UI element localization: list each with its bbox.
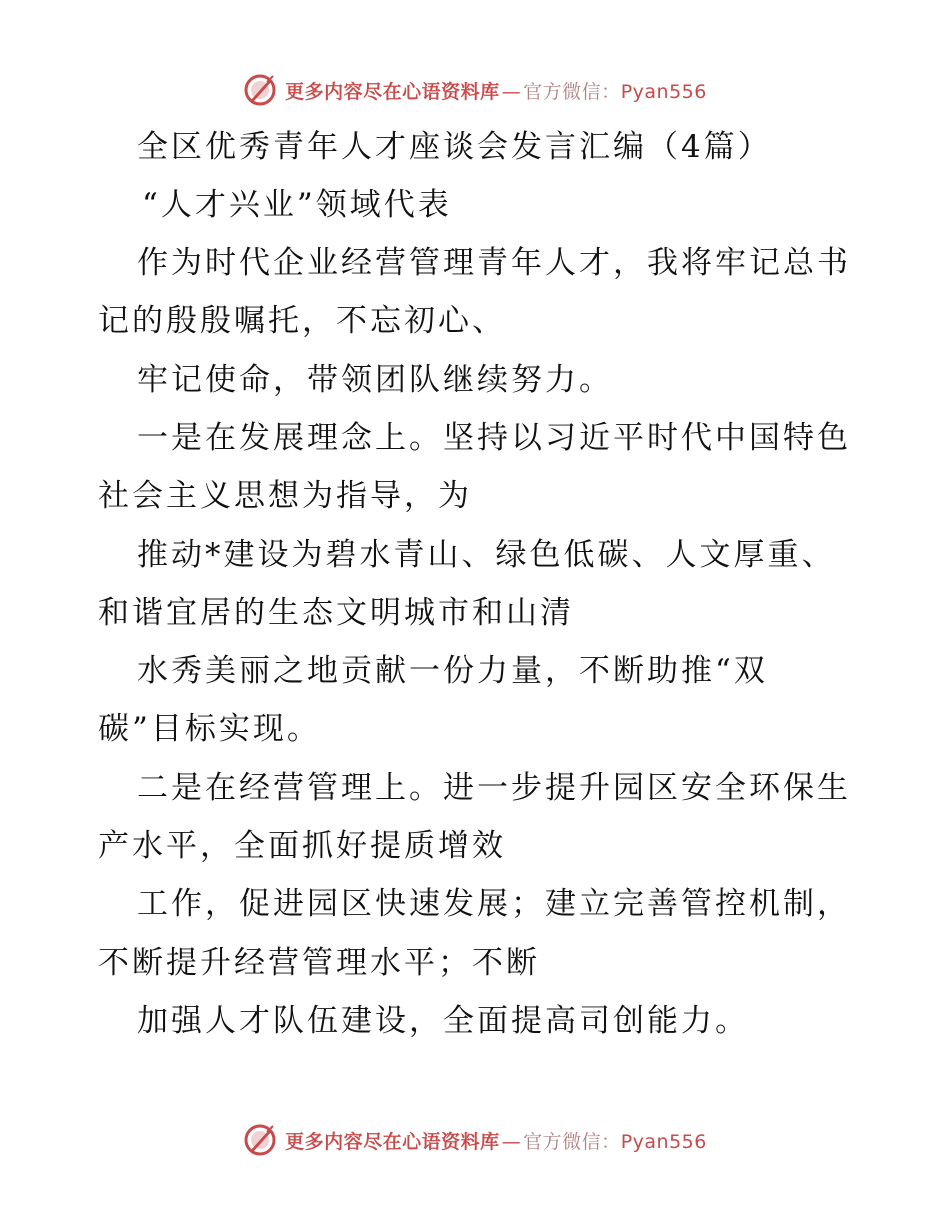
paragraph-line: 记的殷殷嘱托，不忘初心、	[98, 303, 506, 339]
watermark-separator: —	[501, 80, 522, 103]
watermark-brand: 更多内容尽在心语资料库	[285, 1130, 500, 1153]
paragraph-line: 社会主义思想为指导，为	[98, 478, 472, 514]
watermark-label: 官方微信：	[523, 80, 621, 103]
watermark-brand: 更多内容尽在心语资料库	[285, 80, 500, 103]
quill-seal-icon	[243, 73, 277, 107]
paragraph-line: 作为时代企业经营管理青年人才，我将牢记总书	[137, 245, 851, 281]
paragraph-line: 不断提升经营管理水平；不断	[98, 945, 540, 981]
paragraph-line: 和谐宜居的生态文明城市和山清	[98, 595, 574, 631]
paragraph-line: 推动*建设为碧水青山、绿色低碳、人文厚重、	[137, 537, 836, 573]
watermark-separator: —	[501, 1130, 522, 1153]
watermark-text	[285, 1127, 707, 1154]
section-heading: “人才兴业”领域代表	[142, 187, 452, 223]
paragraph-line: 水秀美丽之地贡献一份力量，不断助推“双	[137, 653, 768, 689]
watermark-wechat-id: Pyan556	[620, 80, 707, 103]
header-watermark	[0, 70, 950, 110]
paragraph-line: 牢记使命，带领团队继续努力。	[137, 362, 613, 398]
document-title: 全区优秀青年人才座谈会发言汇编（4篇）	[137, 129, 772, 165]
footer-watermark	[0, 1120, 950, 1160]
paragraph-line: 工作，促进园区快速发展；建立完善管控机制，	[137, 886, 851, 922]
paragraph-line: 一是在发展理念上。坚持以习近平时代中国特色	[137, 420, 851, 456]
paragraph-line: 产水平，全面抓好提质增效	[98, 828, 506, 864]
paragraph-line: 碳”目标实现。	[98, 711, 321, 747]
watermark-wechat-id: Pyan556	[620, 1130, 707, 1153]
watermark-label: 官方微信：	[523, 1130, 621, 1153]
quill-seal-icon	[243, 1123, 277, 1157]
paragraph-line: 加强人才队伍建设，全面提高司创能力。	[137, 1003, 749, 1039]
watermark-text	[285, 77, 707, 104]
paragraph-line: 二是在经营管理上。进一步提升园区安全环保生	[137, 770, 851, 806]
